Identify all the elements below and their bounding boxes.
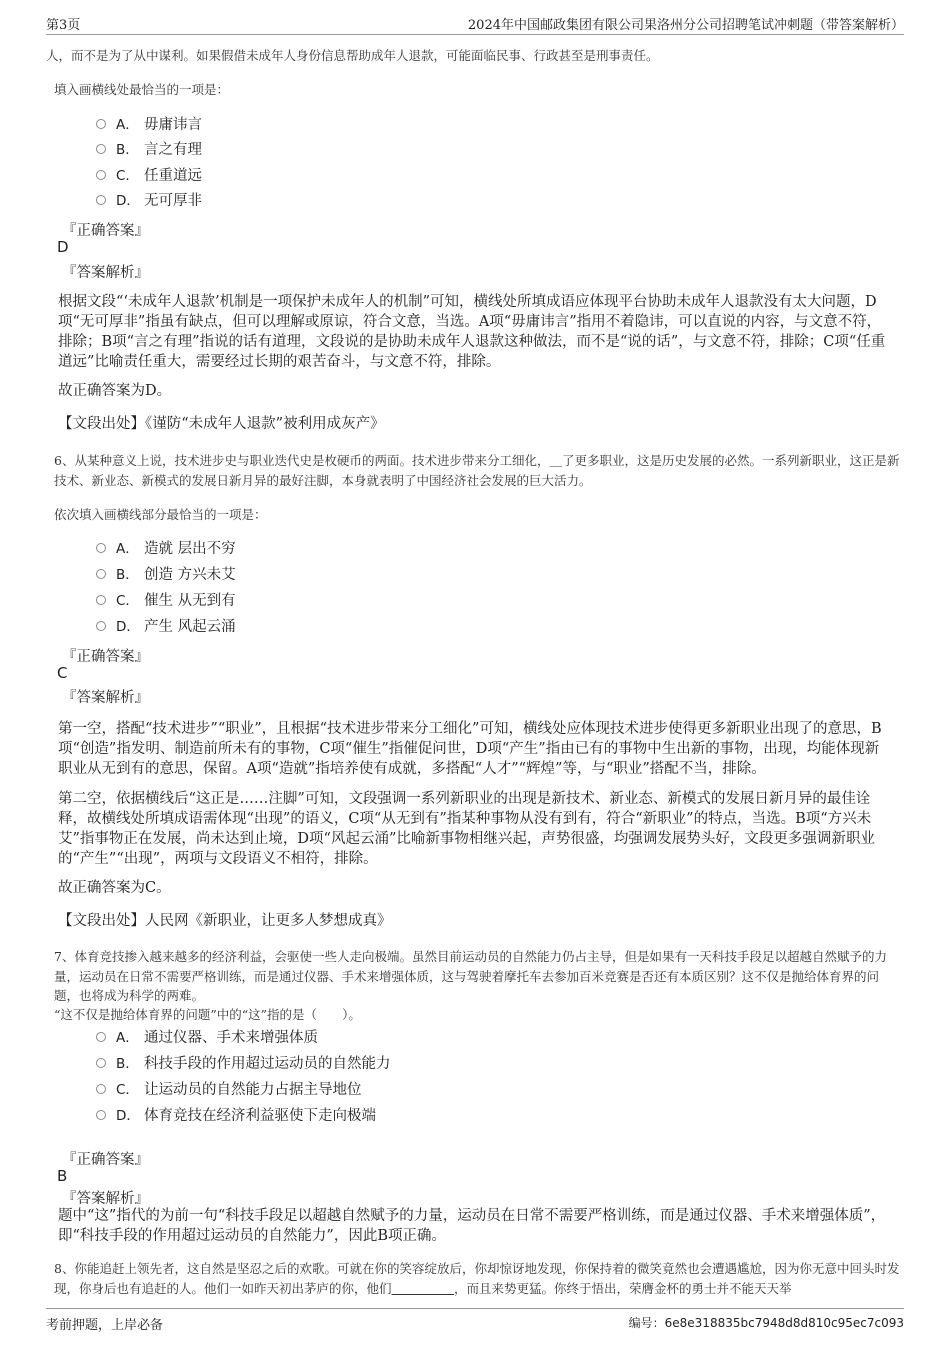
q7-analysis: 题中“这”指代的为前一句“科技手段足以超越自然赋予的力量，运动员在日常不需要严格训练，而是通过仪器、手术来增强体质”，即“科技手段的作用超过运动员的自然能力”，因此B项正确。: [58, 1208, 886, 1244]
radio-icon[interactable]: [96, 595, 106, 605]
q6-analysis-label: 『答案解析』: [62, 690, 149, 706]
radio-icon[interactable]: [96, 569, 106, 579]
q7-option-c[interactable]: C． 让运动员的自然能力占据主导地位: [96, 1079, 362, 1101]
q6-analysis-1: 第一空，搭配“技术进步”“职业”，且根据“技术进步带来分工细化”可知，横线处应体现技术进步使得更多新职业出现了的意思，B项“创造”指发明、制造前所未有的事物，C项“催生”指催促问世，D项“产生”指由已有的事物中生出新的事物，出现，均能体现新职业从无到有的意思，保留。A项“造就”指培养使有成就，多搭配“人才”“辉煌”等，与“职业”搭配不当，排除。: [58, 721, 882, 777]
q5-option-b[interactable]: B． 言之有理: [96, 139, 202, 161]
q6-option-b[interactable]: B． 创造 方兴未艾: [96, 564, 236, 586]
q6-answer-label: 『正确答案』: [62, 649, 149, 665]
radio-icon[interactable]: [96, 119, 106, 129]
footer-slogan: 考前押题，上岸必备: [46, 1318, 164, 1333]
radio-icon[interactable]: [96, 170, 106, 180]
radio-icon[interactable]: [96, 1110, 106, 1120]
q5-stem-tail: 人，而不是为了从中谋利。如果假借未成年人身份信息帮助成年人退款，可能面临民事、行政甚至是刑事责任。: [46, 48, 659, 63]
q5-answer-label: 『正确答案』: [62, 223, 149, 239]
q7-option-d[interactable]: D． 体育竞技在经济利益驱使下走向极端: [96, 1105, 376, 1127]
q6-option-c[interactable]: C． 催生 从无到有: [96, 590, 236, 612]
q5-analysis: 根据文段“‘未成年人退款’机制是一项保护未成年人的机制”可知，横线处所填成语应体现平台协助未成年人退款没有太大问题，D项“无可厚非”指虽有缺点，但可以理解或原谅，符合文意，当选。A项“毋庸讳言”指用不着隐讳，可以直说的内容，与文意不符，排除；B项“言之有理”指说的话有道理，文段说的是协助未成年人退款这种做法，而不是“说的话”，与文意不符，排除；C项“任重道远”比喻责任重大，需要经过长期的艰苦奋斗，与文意不符，排除。: [58, 294, 886, 370]
q6-answer: C: [57, 664, 68, 682]
q7-option-b[interactable]: B． 科技手段的作用超过运动员的自然能力: [96, 1053, 391, 1075]
q5-analysis-label: 『答案解析』: [62, 265, 149, 281]
q6-source: 【文段出处】人民网《新职业，让更多人梦想成真》: [58, 913, 392, 929]
q8-blank: ＿＿＿＿＿: [391, 1280, 455, 1296]
radio-icon[interactable]: [96, 543, 106, 553]
q7-question: “这不仅是抛给体育界的问题”中的“这”指的是（ ）。: [54, 1007, 361, 1022]
radio-icon[interactable]: [96, 1058, 106, 1068]
q5-answer: D: [57, 238, 69, 256]
q6-prompt: 依次填入画横线部分最恰当的一项是：: [54, 507, 267, 522]
page-number: 第3页: [46, 18, 81, 33]
q5-option-a[interactable]: A． 毋庸讳言: [96, 114, 202, 136]
q7-answer: B: [57, 1167, 68, 1185]
q6-analysis-2: 第二空，依据横线后“这正是……注脚”可知，文段强调一系列新职业的出现是新技术、新业态、新模式的发展日新月异的最佳诠释，故横线处所填成语需体现“出现”的语义，C项“从无到有”指某种事物从没有到有，符合“新职业”的特点，当选。B项“方兴未艾”指事物正在发展，尚未达到止境，D项“风起云涌”比喻新事物相继兴起，声势很盛，均强调发展势头好，文段更多强调新职业的“产生”“出现”，两项与文段语义不相符，排除。: [58, 791, 875, 867]
q7-option-a[interactable]: A． 通过仪器、手术来增强体质: [96, 1027, 318, 1049]
q7-stem: 7、体育竞技掺入越来越多的经济利益，会驱使一些人走向极端。虽然目前运动员的自然能力仍占主导，但是如果有一天科技手段足以超越自然赋予的力量，运动员在日常不需要严格训练，而是通过仪器、手术来增强体质，这与驾驶着摩托车去参加百米竞赛是否还有本质区别？这不仅是抛给体育界的问题，也将成为科学的两难。: [54, 949, 887, 1003]
q6-option-a[interactable]: A． 造就 层出不穷: [96, 538, 236, 560]
q6-option-d[interactable]: D． 产生 风起云涌: [96, 616, 236, 638]
radio-icon[interactable]: [96, 621, 106, 631]
q5-option-d[interactable]: D． 无可厚非: [96, 190, 202, 212]
page-header: [46, 14, 904, 35]
q6-stem: 6、从某种意义上说，技术进步史与职业迭代史是枚硬币的两面。技术进步带来分工细化，＿了更多职业，这是历史发展的必然。一系列新职业，这正是新技术、新业态、新模式的发展日新月异的最好注脚，本身就表明了中国经济社会发展的巨大活力。: [54, 453, 900, 488]
q5-prompt: 填入画横线处最恰当的一项是：: [54, 82, 230, 97]
q7-answer-label: 『正确答案』: [62, 1152, 149, 1168]
radio-icon[interactable]: [96, 1032, 106, 1042]
document-title: 2024年中国邮政集团有限公司果洛州分公司招聘笔试冲刺题（带答案解析）: [467, 18, 904, 33]
q5-option-c[interactable]: C． 任重道远: [96, 165, 202, 187]
q5-conclusion: 故正确答案为D。: [58, 383, 172, 399]
page-footer: [46, 1308, 904, 1336]
radio-icon[interactable]: [96, 1084, 106, 1094]
q7-analysis-label: 『答案解析』: [62, 1191, 149, 1207]
radio-icon[interactable]: [96, 144, 106, 154]
q6-conclusion: 故正确答案为C。: [58, 880, 171, 896]
q5-source: 【文段出处】《谨防“未成年人退款”被利用成灰产》: [58, 416, 385, 432]
q8-stem: 8、你能追赶上领先者，这自然是坚忍之后的欢歌。可就在你的笑容绽放后，你却惊讶地发现，你保持着的微笑竟然也会遭遇尴尬，因为你无意中回头时发现，你身后也有追赶的人。他们一如昨天初出茅庐的你，他们＿＿＿＿＿，而且来势更猛。你终于悟出，荣膺金杯的勇士并不能天天举: [54, 1261, 900, 1296]
document-code: 编号：6e8e318835bc7948d8d810c95ec7c093: [628, 1316, 904, 1330]
radio-icon[interactable]: [96, 195, 106, 205]
